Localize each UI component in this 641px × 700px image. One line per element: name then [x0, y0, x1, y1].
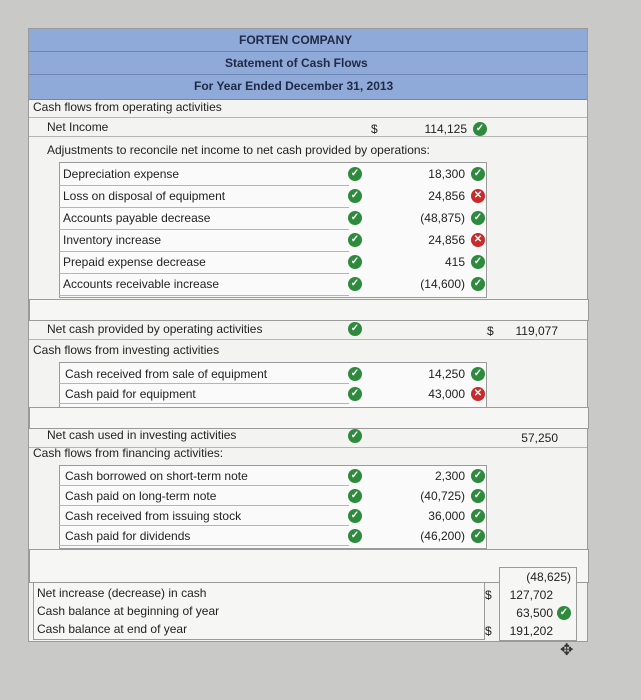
line-item-label[interactable]: Cash received from issuing stock [65, 509, 242, 523]
spacer-row [29, 299, 589, 321]
net-investing-value[interactable]: 57,250 [521, 431, 558, 445]
net-operating-value[interactable]: 119,077 [515, 324, 558, 338]
begin-dollar: $ [485, 588, 492, 602]
correct-check-icon: ✓ [471, 489, 485, 503]
correct-check-icon: ✓ [348, 277, 362, 291]
correct-check-icon: ✓ [471, 469, 485, 483]
line-item-value[interactable]: 24,856 [428, 189, 465, 203]
line-item-label[interactable]: Cash paid on long-term note [65, 489, 217, 503]
financing-section-label: Cash flows from financing activities: [33, 446, 224, 460]
statement-title: Statement of Cash Flows [225, 56, 368, 70]
correct-check-icon: ✓ [471, 509, 485, 523]
line-item-label[interactable]: Cash borrowed on short-term note [65, 469, 248, 483]
begin-balance-label: Cash balance at beginning of year [37, 604, 220, 618]
line-item-value[interactable]: 36,000 [428, 509, 465, 523]
correct-check-icon: ✓ [471, 167, 485, 181]
correct-check-icon: ✓ [348, 387, 362, 401]
cursor-icon: ✥ [560, 642, 574, 659]
line-item-label[interactable]: Accounts payable decrease [63, 211, 211, 225]
net-change-label: Net increase (decrease) in cash [37, 586, 207, 600]
correct-check-icon: ✓ [471, 529, 485, 543]
correct-check-icon: ✓ [348, 322, 362, 336]
line-item-value[interactable]: (48,875) [420, 211, 465, 225]
correct-check-icon: ✓ [348, 529, 362, 543]
line-item-value[interactable]: 43,000 [428, 387, 465, 401]
wrong-x-icon: ✕ [471, 387, 485, 401]
correct-check-icon: ✓ [348, 255, 362, 269]
correct-check-icon: ✓ [348, 489, 362, 503]
line-item-label[interactable]: Inventory increase [63, 233, 162, 247]
correct-check-icon: ✓ [348, 367, 362, 381]
net-income-label: Net Income [47, 120, 109, 134]
correct-check-icon: ✓ [348, 167, 362, 181]
line-item-label[interactable]: Cash paid for equipment [65, 387, 196, 401]
end-balance-label: Cash balance at end of year [37, 622, 188, 636]
company-name: FORTEN COMPANY [239, 33, 353, 47]
statement-header [29, 29, 587, 100]
spacer-row [29, 407, 589, 429]
wrong-x-icon: ✕ [471, 189, 485, 203]
correct-check-icon: ✓ [471, 255, 485, 269]
line-item-label[interactable]: Depreciation expense [63, 167, 180, 181]
line-item-value[interactable]: 415 [444, 255, 465, 269]
net-income-dollar: $ [371, 122, 378, 136]
operating-section-label: Cash flows from operating activities [33, 100, 222, 114]
net-operating-label: Net cash provided by operating activities [47, 322, 263, 336]
cash-flow-statement [28, 28, 588, 642]
correct-check-icon: ✓ [348, 509, 362, 523]
line-item-value[interactable]: 2,300 [434, 469, 465, 483]
line-item-label[interactable]: Accounts receivable increase [63, 277, 220, 291]
line-item-label[interactable]: Cash received from sale of equipment [65, 367, 268, 381]
line-item-value[interactable]: (46,200) [420, 529, 465, 543]
correct-check-icon: ✓ [348, 429, 362, 443]
line-item-value[interactable]: 24,856 [428, 233, 465, 247]
begin-value[interactable]: 127,702 [509, 588, 553, 602]
correct-check-icon: ✓ [471, 277, 485, 291]
line-item-label[interactable]: Loss on disposal of equipment [63, 189, 226, 203]
line-item-value[interactable]: (40,725) [420, 489, 465, 503]
line-item-label[interactable]: Cash paid for dividends [65, 529, 191, 543]
net-operating-dollar: $ [487, 324, 494, 338]
net-income-row [29, 117, 587, 137]
adjustments-label: Adjustments to reconcile net income to net cash provided by operations: [47, 143, 430, 157]
line-item-value[interactable]: 14,250 [428, 367, 465, 381]
net-income-value[interactable]: 114,125 [424, 122, 467, 136]
wrong-x-icon: ✕ [471, 233, 485, 247]
correct-check-icon: ✓ [471, 367, 485, 381]
line-item-value[interactable]: 18,300 [428, 167, 465, 181]
correct-check-icon: ✓ [348, 469, 362, 483]
begin-extra-value[interactable]: 63,500 [516, 606, 553, 620]
correct-check-icon: ✓ [473, 122, 487, 136]
correct-check-icon: ✓ [557, 606, 571, 620]
correct-check-icon: ✓ [471, 211, 485, 225]
net-change-value[interactable]: (48,625) [526, 570, 571, 584]
line-item-value[interactable]: (14,600) [420, 277, 465, 291]
correct-check-icon: ✓ [348, 233, 362, 247]
correct-check-icon: ✓ [348, 189, 362, 203]
statement-period: For Year Ended December 31, 2013 [194, 79, 394, 93]
end-dollar: $ [485, 624, 492, 638]
end-value[interactable]: 191,202 [509, 624, 553, 638]
correct-check-icon: ✓ [348, 211, 362, 225]
investing-section-label: Cash flows from investing activities [33, 343, 220, 357]
line-item-label[interactable]: Prepaid expense decrease [63, 255, 206, 269]
net-investing-label: Net cash used in investing activities [47, 428, 237, 442]
